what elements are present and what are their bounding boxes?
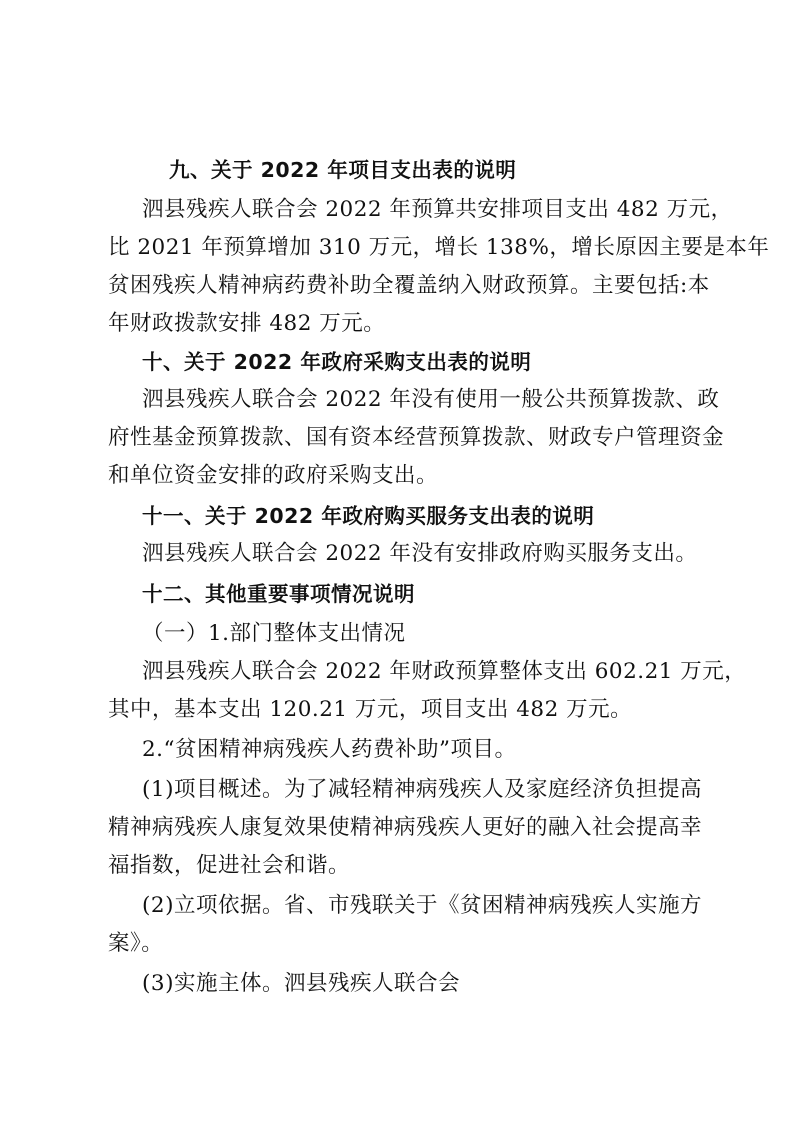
section-heading-9: 九、关于 2022 年项目支出表的说明 xyxy=(169,158,517,182)
project-item-line: (1)项目概述。为了减轻精神病残疾人及家庭经济负担提高 xyxy=(142,777,702,802)
project-title: 2.“贫困精神病残疾人药费补助”项目。 xyxy=(142,737,517,762)
project-item-line: (2)立项依据。省、市残联关于《贫困精神病残疾人实施方 xyxy=(142,893,702,918)
paragraph-line: 泗县残疾人联合会 2022 年财政预算整体支出 602.21 万元， xyxy=(142,659,747,684)
project-item-line: 精神病残疾人康复效果使精神病残疾人更好的融入社会提高幸 xyxy=(108,815,703,840)
paragraph-line: 年财政拨款安排 482 万元。 xyxy=(108,311,386,336)
subsection-title: （一）1.部门整体支出情况 xyxy=(142,621,406,646)
paragraph-line: 泗县残疾人联合会 2022 年没有安排政府购买服务支出。 xyxy=(142,541,698,566)
project-item-line: 福指数，促进社会和谐。 xyxy=(108,853,351,878)
project-item-line: 案》。 xyxy=(108,931,164,956)
paragraph-line: 和单位资金安排的政府采购支出。 xyxy=(108,463,439,488)
paragraph-line: 其中，基本支出 120.21 万元，项目支出 482 万元。 xyxy=(108,697,633,722)
section-heading-10: 十、关于 2022 年政府采购支出表的说明 xyxy=(142,350,532,374)
paragraph-line: 泗县残疾人联合会 2022 年没有使用一般公共预算拨款、政 xyxy=(142,387,720,412)
project-item-line: (3)实施主体。泗县残疾人联合会 xyxy=(142,971,460,996)
section-heading-11: 十一、关于 2022 年政府购买服务支出表的说明 xyxy=(142,504,595,528)
section-heading-12: 十二、其他重要事项情况说明 xyxy=(142,582,415,606)
paragraph-line: 贫困残疾人精神病药费补助全覆盖纳入财政预算。主要包括:本 xyxy=(108,273,710,298)
paragraph-line: 比 2021 年预算增加 310 万元，增长 138%，增长原因主要是本年 xyxy=(108,235,770,260)
paragraph-line: 泗县残疾人联合会 2022 年预算共安排项目支出 482 万元， xyxy=(142,197,733,222)
paragraph-line: 府性基金预算拨款、国有资本经营预算拨款、财政专户管理资金 xyxy=(108,425,725,450)
